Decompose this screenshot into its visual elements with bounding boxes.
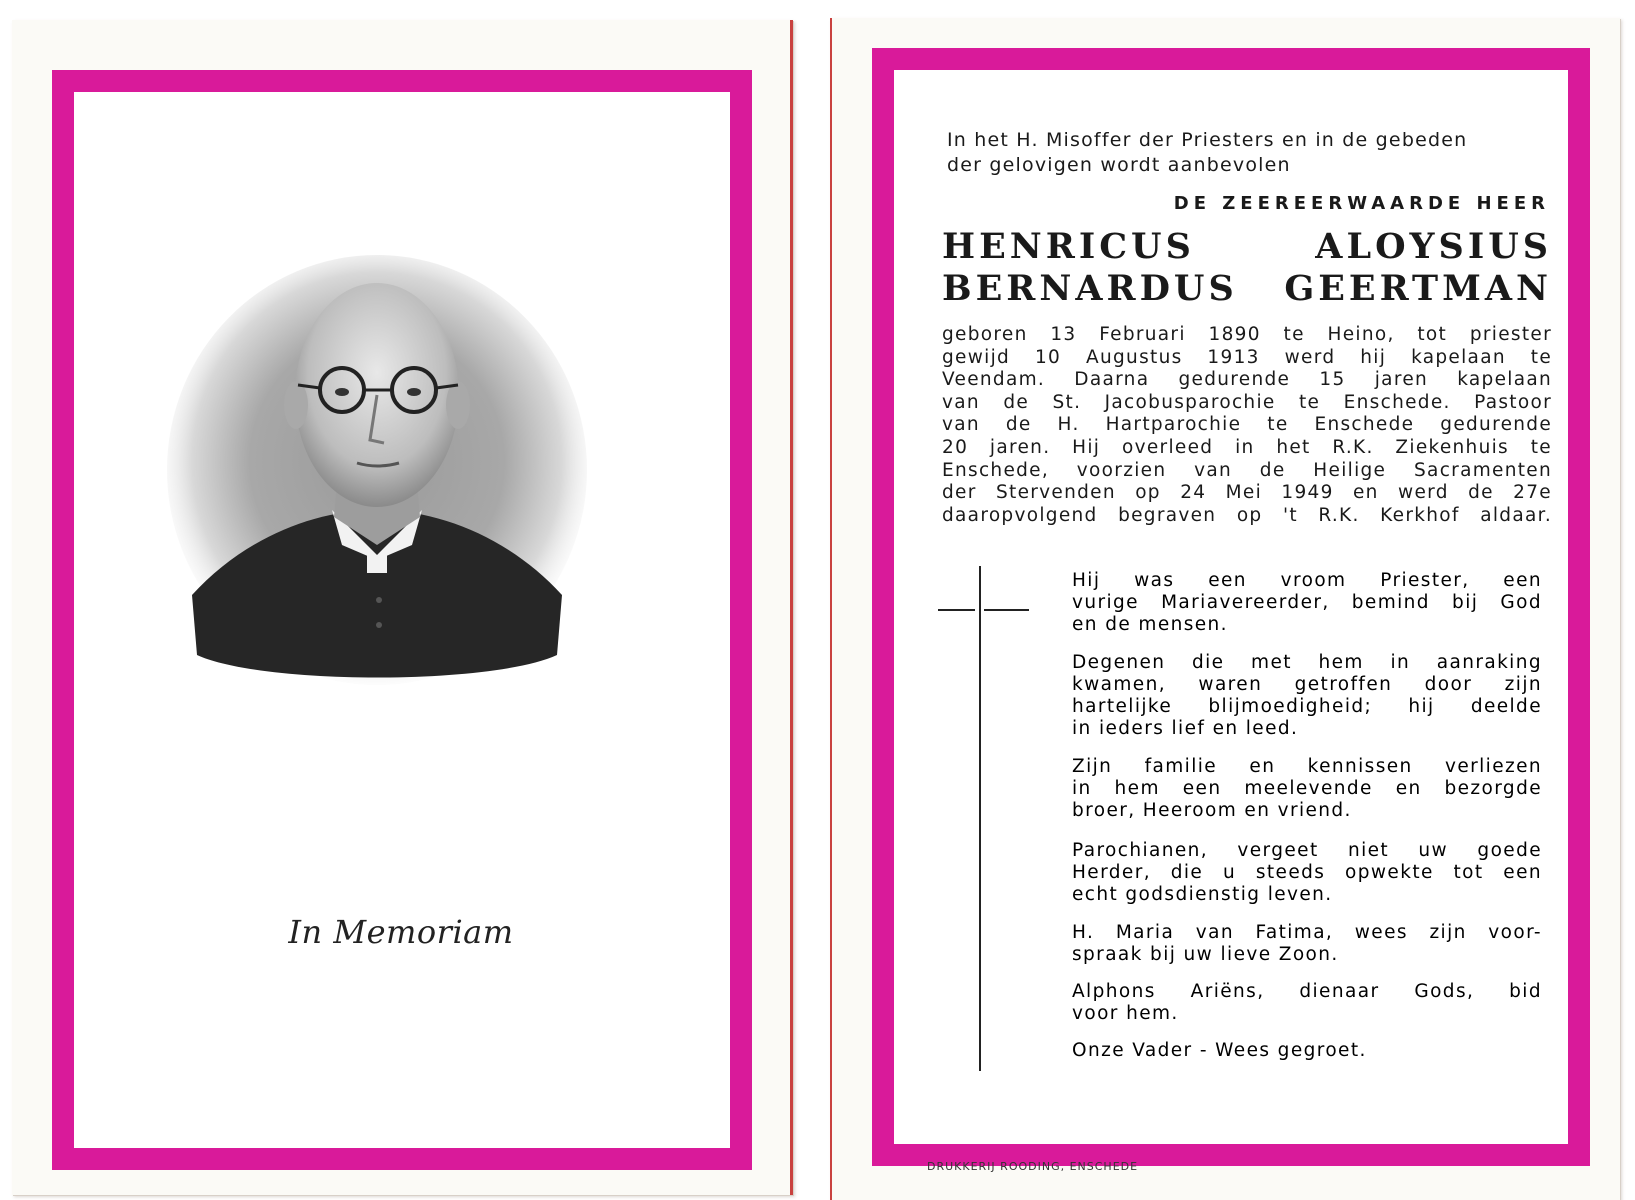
intro-text [947, 128, 1547, 178]
paragraph-prayer [1072, 1040, 1542, 1062]
para-line: kwamen, waren getroffen door zijn [1072, 674, 1542, 695]
priest-portrait [162, 255, 592, 695]
memorial-card-front [12, 20, 793, 1195]
para-line: Onze Vader - Wees gegroet. [1072, 1040, 1367, 1061]
para-line: in hem een meelevende en bezorgde [1072, 778, 1542, 799]
para-line: hartelijke blijmoedigheid; hij deelde [1072, 696, 1542, 717]
cross-arm-left [938, 609, 975, 611]
paragraph-character [1072, 652, 1542, 740]
para-line: in ieders lief en leed. [1072, 718, 1299, 739]
para-line: Zijn familie en kennissen verliezen [1072, 756, 1542, 777]
para-line: Herder, die u steeds opwekte tot een [1072, 862, 1542, 883]
in-memoriam-title: In Memoriam [288, 913, 514, 951]
paragraph-ariens [1072, 981, 1542, 1025]
paragraph-family [1072, 756, 1542, 822]
bio-line: Veendam. Daarna gedurende 15 jaren kapelaan [942, 369, 1552, 391]
bio-line: der Stervenden op 24 Mei 1949 en werd de 27e [942, 482, 1552, 504]
printer-imprint: DRUKKERIJ ROODING, ENSCHEDE [927, 1160, 1139, 1173]
bio-line: van de St. Jacobusparochie te Enschede. Pastoor [942, 391, 1552, 413]
name-line: HENRICUS ALOYSIUS [942, 226, 1552, 267]
deceased-name [942, 226, 1552, 310]
para-line: Alphons Ariëns, dienaar Gods, bid [1072, 981, 1542, 1002]
biography [942, 324, 1552, 527]
paragraph-devotion [1072, 570, 1542, 636]
bio-line: daaropvolgend begraven op 't R.K. Kerkhof aldaar. [942, 504, 1552, 526]
para-line: Degenen die met hem in aanraking [1072, 652, 1542, 673]
intro-line: In het H. Misoffer der Priesters en in de gebeden [947, 129, 1468, 151]
para-line: H. Maria van Fatima, wees zijn voor- [1072, 922, 1542, 943]
cross-arm-right [984, 609, 1029, 611]
intro-line: der gelovigen wordt aanbevolen [947, 154, 1291, 176]
para-line: broer, Heeroom en vriend. [1072, 800, 1352, 821]
bio-line: geboren 13 Februari 1890 te Heino, tot priester [942, 324, 1552, 345]
paragraph-fatima [1072, 922, 1542, 966]
bio-line: Enschede, voorzien van de Heilige Sacramenten [942, 459, 1552, 481]
para-line: vurige Mariavereerder, bemind bij God [1072, 592, 1542, 613]
bio-line: gewijd 10 Augustus 1913 werd hij kapelaan te [942, 346, 1552, 368]
para-line: Hij was een vroom Priester, een [1072, 570, 1542, 591]
cross-icon [979, 566, 981, 1071]
name-line: BERNARDUS GEERTMAN [942, 268, 1552, 309]
honorific-title: DE ZEEREERWAARDE HEER [1173, 193, 1550, 214]
para-line: Parochianen, vergeet niet uw goede [1072, 840, 1542, 861]
para-line: spraak bij uw lieve Zoon. [1072, 944, 1339, 965]
para-line: voor hem. [1072, 1003, 1179, 1024]
bio-line: van de H. Hartparochie te Enschede gedurende [942, 414, 1552, 436]
bio-line: 20 jaren. Hij overleed in het R.K. Ziekenhuis te [942, 436, 1552, 458]
memorial-card-back [830, 18, 1620, 1200]
paragraph-parishioners [1072, 840, 1542, 906]
para-line: en de mensen. [1072, 614, 1228, 635]
para-line: echt godsdienstig leven. [1072, 884, 1333, 905]
